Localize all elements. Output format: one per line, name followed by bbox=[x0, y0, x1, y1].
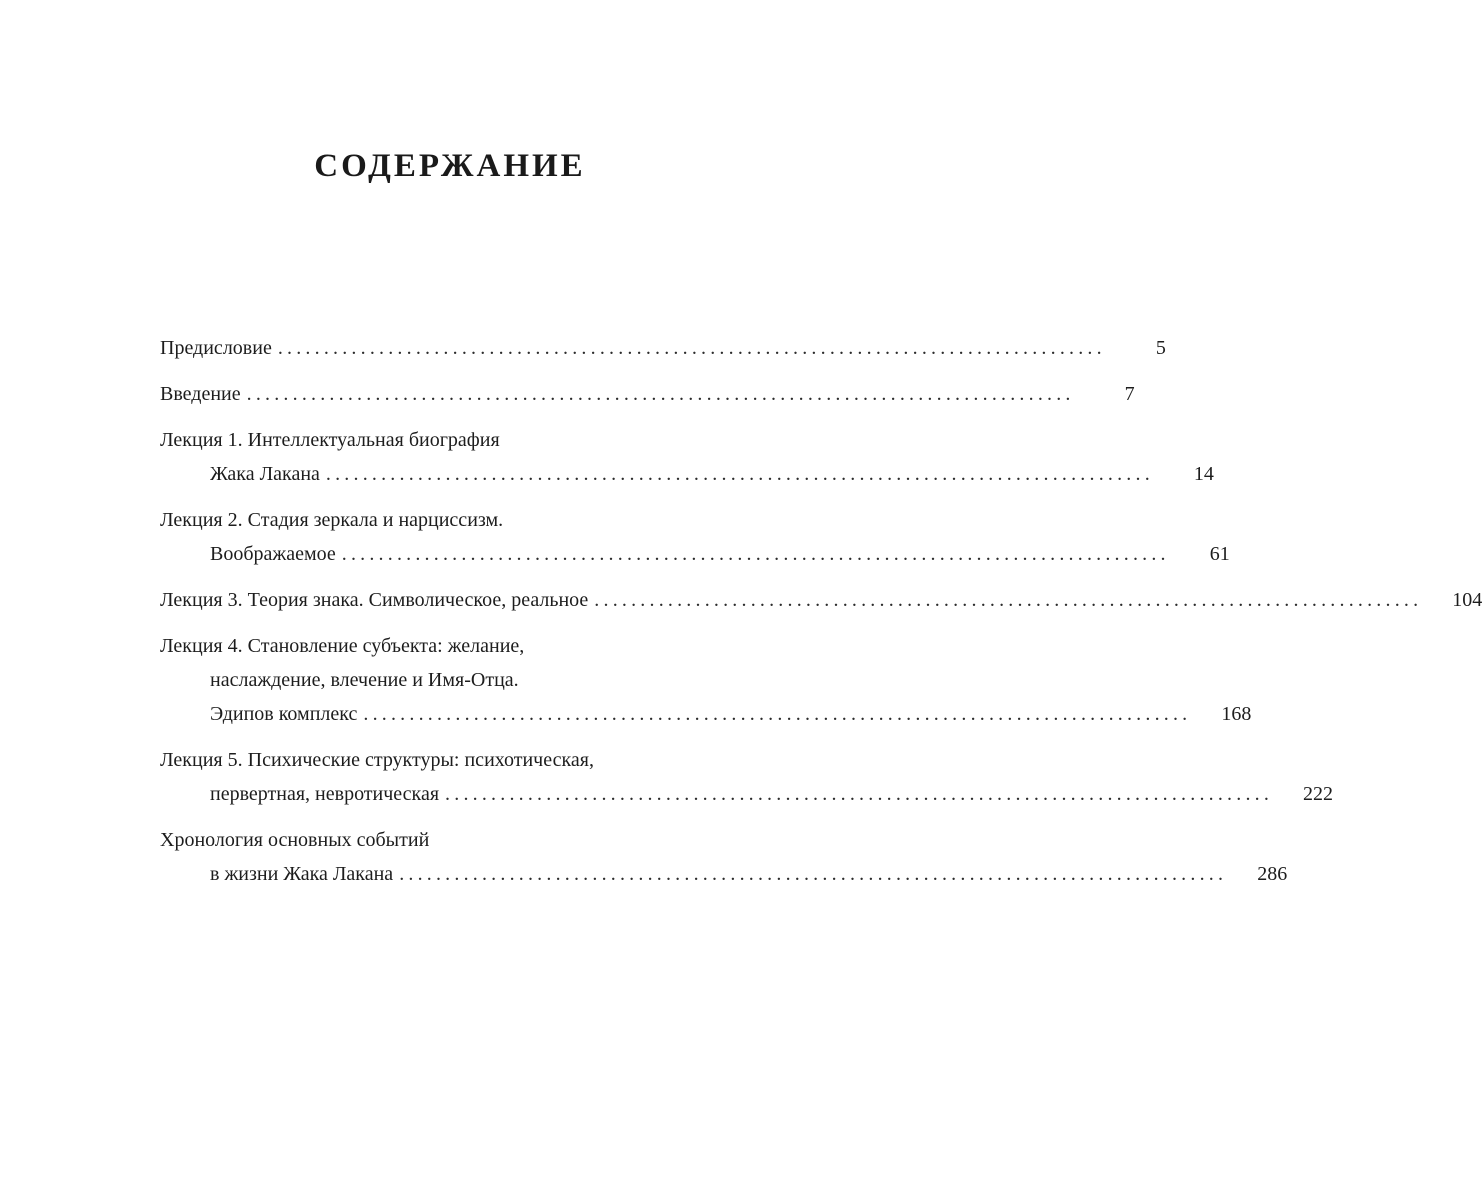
toc-page-number: 168 bbox=[1221, 703, 1252, 725]
toc-entry-title: Лекция 5. Психические структуры: психотическая, bbox=[160, 749, 594, 771]
toc-entry-introduction[interactable] bbox=[160, 377, 1135, 411]
dot-leader: .......................................................................................... bbox=[363, 703, 1192, 725]
toc-entry-lecture-4[interactable] bbox=[160, 629, 1252, 731]
toc-page-number: 61 bbox=[1209, 543, 1230, 565]
toc-page-number: 222 bbox=[1303, 783, 1334, 805]
page-title: СОДЕРЖАНИЕ bbox=[314, 148, 586, 185]
toc-entry-lecture-1[interactable] bbox=[160, 423, 1214, 491]
dot-leader: .......................................................................................... bbox=[341, 543, 1170, 565]
toc-entry-preface[interactable] bbox=[160, 331, 1166, 365]
toc-page-number: 7 bbox=[1124, 383, 1135, 405]
toc-entry-title: Введение bbox=[160, 383, 241, 405]
toc-entry-title-continued: Жака Лакана bbox=[210, 463, 320, 485]
dot-leader: .......................................................................................... bbox=[277, 337, 1106, 359]
toc-entry-title-continued: Эдипов комплекс bbox=[210, 703, 358, 725]
dot-leader: .......................................................................................... bbox=[246, 383, 1075, 405]
toc-entry-title: Лекция 1. Интеллектуальная биография bbox=[160, 429, 500, 451]
toc-page-number: 104 bbox=[1452, 589, 1482, 611]
dot-leader: .......................................................................................... bbox=[399, 863, 1228, 885]
toc-entry-title-continued: наслаждение, влечение и Имя-Отца. bbox=[210, 669, 519, 691]
toc-entry-title: Хронология основных событий bbox=[160, 829, 430, 851]
toc-entry-lecture-2[interactable] bbox=[160, 503, 1230, 571]
toc-entry-lecture-3[interactable] bbox=[160, 583, 1482, 617]
dot-leader: .......................................................................................... bbox=[594, 589, 1423, 611]
toc-page-number: 14 bbox=[1193, 463, 1214, 485]
toc-entry-title-continued: первертная, невротическая bbox=[210, 783, 440, 805]
toc-entry-title: Лекция 3. Теория знака. Символическое, реальное bbox=[160, 589, 589, 611]
toc-entry-title-continued: Воображаемое bbox=[210, 543, 336, 565]
dot-leader: .......................................................................................... bbox=[445, 783, 1274, 805]
table-of-contents bbox=[160, 331, 1482, 903]
toc-page-number: 5 bbox=[1155, 337, 1166, 359]
toc-entry-title: Лекция 2. Стадия зеркала и нарциссизм. bbox=[160, 509, 504, 531]
toc-entry-title: Предисловие bbox=[160, 337, 272, 359]
toc-entry-title: Лекция 4. Становление субъекта: желание, bbox=[160, 635, 525, 657]
toc-entry-title-continued: в жизни Жака Лакана bbox=[210, 863, 394, 885]
toc-page-number: 286 bbox=[1257, 863, 1288, 885]
dot-leader: .......................................................................................... bbox=[325, 463, 1154, 485]
toc-entry-lecture-5[interactable] bbox=[160, 743, 1334, 811]
toc-entry-chronology[interactable] bbox=[160, 823, 1288, 891]
